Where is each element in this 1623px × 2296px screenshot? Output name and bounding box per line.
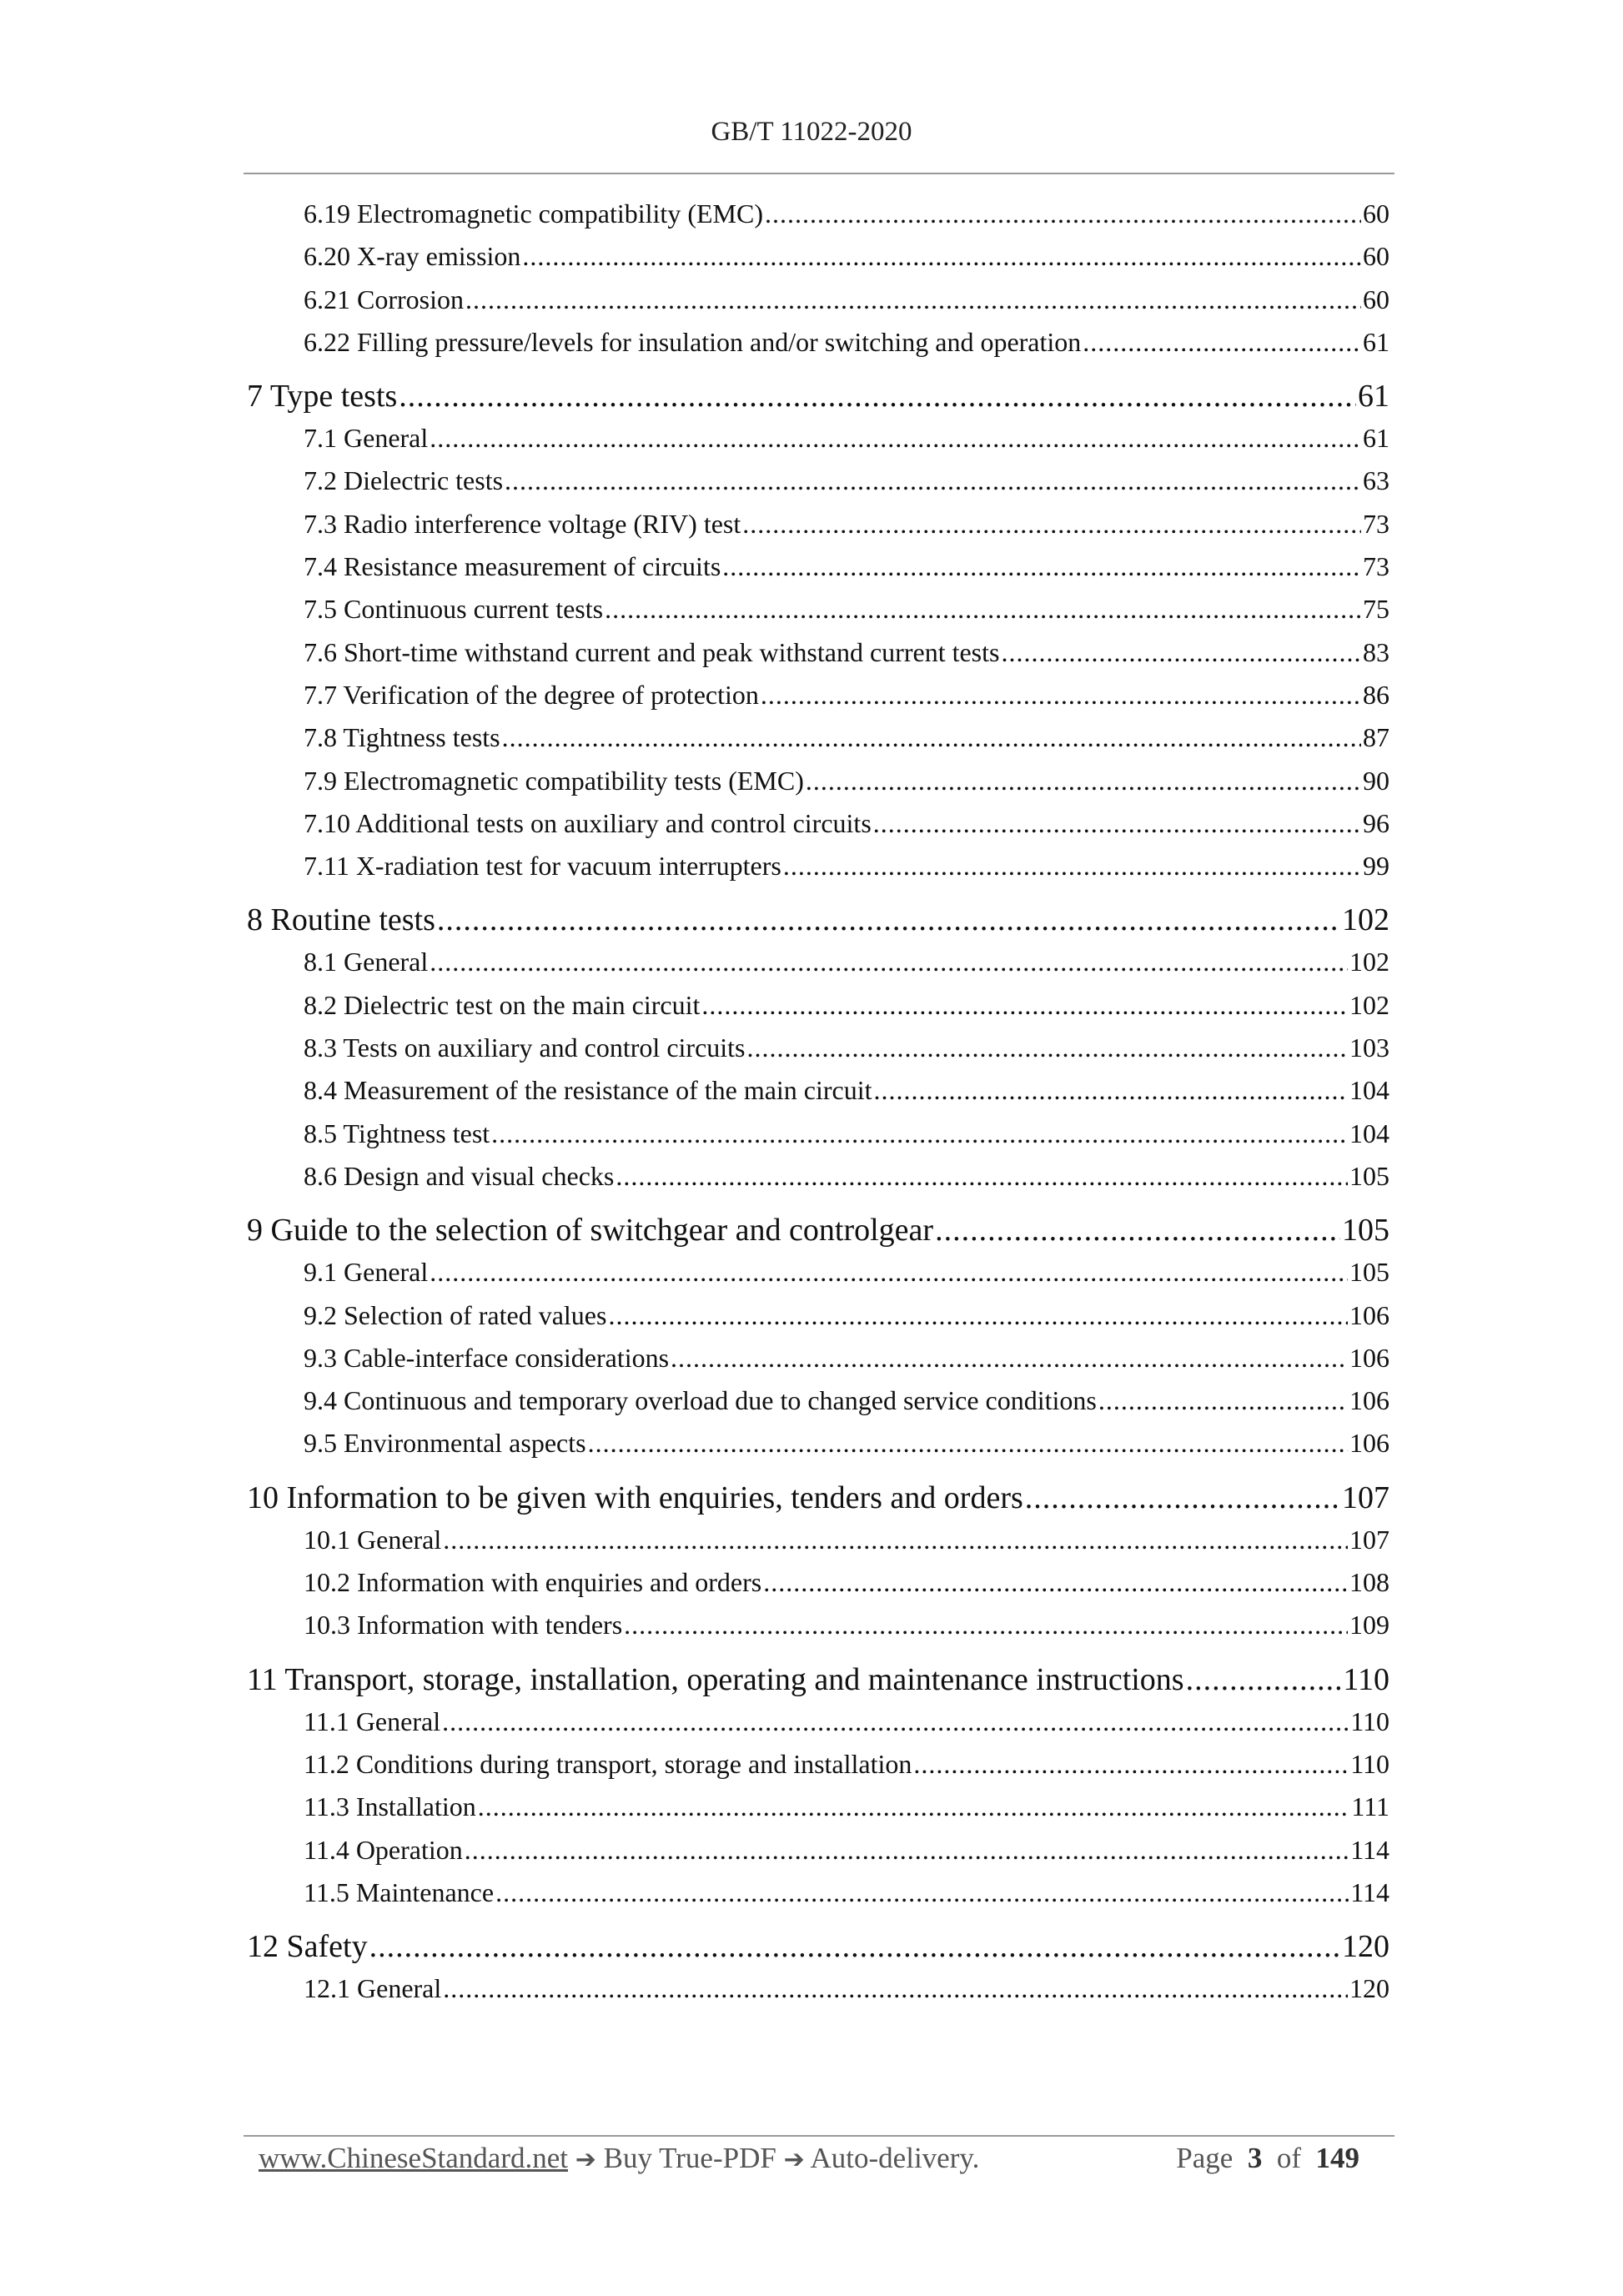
arrow-right-icon: ➔ (575, 2145, 596, 2174)
toc-entry-title: 10.1 General (304, 1524, 442, 1555)
dot-leader (443, 1973, 1348, 2004)
page-number (1176, 2142, 1359, 2175)
toc-entry-page: 110 (1350, 1706, 1389, 1736)
arrow-right-icon: ➔ (783, 2145, 805, 2174)
footer-divider (244, 2135, 1394, 2137)
toc-entry-page: 108 (1349, 1567, 1389, 1598)
toc-entry-title: 11.1 General (304, 1706, 441, 1736)
toc-entry-page: 120 (1349, 1973, 1389, 2004)
toc-entry-page: 110 (1350, 1748, 1389, 1779)
dot-leader (1098, 1385, 1348, 1416)
toc-entry-page: 83 (1363, 636, 1389, 667)
toc-entry-title: 11.2 Conditions during transport, storage and installation (304, 1748, 912, 1779)
toc-entry-title: 10.3 Information with tenders (304, 1610, 623, 1640)
toc-entry-title: 7.5 Continuous current tests (304, 594, 604, 625)
toc-entry-title: 7.11 X-radiation test for vacuum interrupters (304, 851, 781, 882)
dot-leader (430, 947, 1348, 977)
toc-entry-title: 6.22 Filling pressure/levels for insulation and/or switching and operation (304, 326, 1082, 357)
document-code-header: GB/T 11022-2020 (711, 117, 912, 147)
toc-entry-page: 102 (1349, 989, 1389, 1020)
toc-subsection-entry[interactable] (247, 1525, 1389, 1567)
toc-entry-page: 107 (1342, 1480, 1389, 1515)
toc-subsection-entry[interactable] (247, 1032, 1389, 1075)
toc-entry-page: 86 (1363, 679, 1389, 710)
auto-delivery-text: Auto-delivery. (810, 2142, 980, 2174)
dot-leader (1025, 1480, 1340, 1516)
dot-leader (1083, 327, 1361, 358)
toc-entry-title: 7.8 Tightness tests (304, 722, 500, 753)
toc-entry-title: 10 Information to be given with enquiries, tenders and orders (247, 1480, 1023, 1515)
toc-entry-page: 106 (1349, 1342, 1389, 1373)
dot-leader (437, 902, 1340, 938)
dot-leader (913, 1749, 1349, 1780)
dot-leader (935, 1212, 1340, 1248)
toc-entry-title: 8.4 Measurement of the resistance of the main circuit (304, 1075, 872, 1106)
toc-subsection-entry[interactable] (247, 766, 1389, 808)
page-footer (259, 2142, 1359, 2183)
toc-entry-page: 114 (1350, 1834, 1389, 1865)
toc-entry-title: 11 Transport, storage, installation, operating and maintenance instructions (247, 1661, 1184, 1697)
toc-subsection-entry[interactable] (247, 1706, 1389, 1749)
toc-section-entry[interactable] (247, 369, 1389, 423)
toc-entry-page: 73 (1363, 508, 1389, 539)
buy-pdf-link[interactable]: Buy True-PDF (603, 2142, 776, 2174)
dot-leader (1001, 637, 1361, 668)
toc-entry-page: 102 (1342, 902, 1389, 938)
toc-entry-page: 90 (1363, 765, 1389, 796)
toc-section-entry[interactable] (247, 1471, 1389, 1525)
toc-subsection-entry[interactable] (247, 1118, 1389, 1161)
toc-entry-title: 9.4 Continuous and temporary overload due to changed service conditions (304, 1385, 1097, 1416)
toc-entry-page: 106 (1349, 1385, 1389, 1416)
toc-subsection-entry[interactable] (247, 637, 1389, 680)
toc-entry-page: 105 (1349, 1257, 1389, 1288)
dot-leader (465, 1835, 1349, 1866)
dot-leader (505, 465, 1361, 496)
toc-subsection-entry[interactable] (247, 509, 1389, 551)
toc-subsection-entry[interactable] (247, 808, 1389, 851)
current-page: 3 (1247, 2142, 1263, 2174)
toc-subsection-entry[interactable] (247, 680, 1389, 722)
dot-leader (443, 1525, 1348, 1555)
dot-leader (588, 1428, 1348, 1459)
toc-entry-title: 11.3 Installation (304, 1791, 476, 1822)
toc-section-entry[interactable] (247, 1203, 1389, 1257)
toc-subsection-entry[interactable] (247, 1973, 1389, 2016)
toc-entry-page: 75 (1363, 594, 1389, 625)
toc-subsection-entry[interactable] (247, 1610, 1389, 1652)
toc-entry-title: 7.3 Radio interference voltage (RIV) test (304, 508, 741, 539)
dot-leader (763, 1567, 1348, 1598)
toc-entry-page: 99 (1363, 851, 1389, 882)
toc-entry-page: 107 (1349, 1524, 1389, 1555)
toc-subsection-entry[interactable] (247, 327, 1389, 369)
toc-subsection-entry[interactable] (247, 1075, 1389, 1118)
toc-entry-page: 73 (1363, 551, 1389, 582)
toc-entry-page: 120 (1342, 1929, 1389, 1965)
toc-entry-page: 109 (1349, 1610, 1389, 1640)
dot-leader (605, 594, 1361, 625)
toc-entry-page: 61 (1363, 423, 1389, 454)
toc-entry-page: 104 (1349, 1075, 1389, 1106)
dot-leader (491, 1118, 1348, 1149)
dot-leader (874, 1075, 1348, 1106)
toc-entry-title: 9 Guide to the selection of switchgear and controlgear (247, 1213, 934, 1248)
dot-leader (742, 509, 1361, 540)
dot-leader (430, 1257, 1348, 1288)
toc-entry-title: 8.2 Dielectric test on the main circuit (304, 989, 701, 1020)
toc-entry-title: 8.6 Design and visual checks (304, 1160, 615, 1191)
dot-leader (783, 851, 1361, 882)
website-link[interactable]: www.ChineseStandard.net (259, 2142, 568, 2174)
toc-subsection-entry[interactable] (247, 1877, 1389, 1920)
toc-subsection-entry[interactable] (247, 1749, 1389, 1791)
table-of-contents (247, 198, 1389, 2016)
toc-entry-title: 8.1 General (304, 947, 429, 977)
toc-entry-title: 7.4 Resistance measurement of circuits (304, 551, 721, 582)
toc-entry-page: 105 (1342, 1213, 1389, 1248)
toc-entry-title: 9.2 Selection of rated values (304, 1299, 607, 1330)
toc-entry-title: 9.5 Environmental aspects (304, 1428, 586, 1459)
toc-entry-page: 102 (1349, 947, 1389, 977)
page-word: Page (1176, 2142, 1234, 2174)
toc-subsection-entry[interactable] (247, 990, 1389, 1032)
toc-entry-page: 104 (1349, 1118, 1389, 1148)
dot-leader (495, 1877, 1349, 1908)
toc-entry-title: 10.2 Information with enquiries and orders (304, 1567, 762, 1598)
of-word: of (1276, 2142, 1301, 2174)
dot-leader (465, 284, 1361, 315)
dot-leader (478, 1791, 1350, 1822)
toc-entry-page: 114 (1350, 1876, 1389, 1907)
toc-subsection-entry[interactable] (247, 722, 1389, 765)
toc-subsection-entry[interactable] (247, 1567, 1389, 1610)
dot-leader (369, 1928, 1340, 1965)
toc-entry-page: 63 (1363, 465, 1389, 496)
toc-entry-title: 9.1 General (304, 1257, 429, 1288)
total-pages: 149 (1315, 2142, 1359, 2174)
toc-subsection-entry[interactable] (247, 551, 1389, 594)
dot-leader (522, 241, 1361, 272)
dot-leader (722, 551, 1361, 582)
toc-entry-title: 7 Type tests (247, 379, 398, 414)
toc-section-entry[interactable] (247, 1653, 1389, 1706)
toc-entry-title: 7.9 Electromagnetic compatibility tests (EMC) (304, 765, 804, 796)
toc-subsection-entry[interactable] (247, 465, 1389, 508)
toc-subsection-entry[interactable] (247, 423, 1389, 465)
toc-entry-page: 110 (1343, 1661, 1389, 1697)
toc-entry-title: 6.19 Electromagnetic compatibility (EMC) (304, 198, 763, 229)
dot-leader (671, 1343, 1348, 1374)
toc-entry-title: 7.2 Dielectric tests (304, 465, 504, 496)
header-divider (244, 173, 1394, 174)
toc-entry-page: 111 (1351, 1791, 1389, 1822)
toc-entry-title: 11.5 Maintenance (304, 1876, 495, 1907)
dot-leader (873, 808, 1361, 839)
toc-section-entry[interactable] (247, 1920, 1389, 1973)
toc-entry-page: 60 (1363, 284, 1389, 314)
dot-leader (430, 423, 1361, 454)
toc-subsection-entry[interactable] (247, 1428, 1389, 1470)
toc-subsection-entry[interactable] (247, 1835, 1389, 1877)
dot-leader (761, 680, 1361, 711)
toc-entry-page: 61 (1363, 326, 1389, 357)
dot-leader (399, 378, 1356, 414)
toc-subsection-entry[interactable] (247, 947, 1389, 989)
toc-entry-page: 106 (1349, 1299, 1389, 1330)
toc-entry-title: 12 Safety (247, 1929, 368, 1965)
toc-entry-title: 7.10 Additional tests on auxiliary and control circuits (304, 807, 872, 838)
toc-entry-page: 87 (1363, 722, 1389, 753)
toc-section-entry[interactable] (247, 893, 1389, 947)
toc-entry-title: 12.1 General (304, 1973, 442, 2004)
toc-subsection-entry[interactable] (247, 284, 1389, 327)
toc-subsection-entry[interactable] (247, 1385, 1389, 1428)
dot-leader (1186, 1661, 1342, 1698)
toc-subsection-entry[interactable] (247, 1161, 1389, 1203)
toc-entry-title: 6.21 Corrosion (304, 284, 464, 314)
dot-leader (765, 198, 1361, 229)
dot-leader (442, 1706, 1349, 1737)
toc-entry-page: 106 (1349, 1428, 1389, 1459)
toc-entry-page: 61 (1358, 379, 1389, 414)
dot-leader (747, 1032, 1349, 1063)
toc-subsection-entry[interactable] (247, 851, 1389, 893)
toc-entry-page: 96 (1363, 807, 1389, 838)
toc-entry-page: 60 (1363, 241, 1389, 272)
toc-entry-title: 8.5 Tightness test (304, 1118, 490, 1148)
dot-leader (502, 722, 1361, 753)
toc-subsection-entry[interactable] (247, 1257, 1389, 1299)
toc-subsection-entry[interactable] (247, 198, 1389, 241)
toc-entry-title: 7.6 Short-time withstand current and peak withstand current tests (304, 636, 1000, 667)
toc-subsection-entry[interactable] (247, 594, 1389, 636)
toc-entry-title: 8.3 Tests on auxiliary and control circuits (304, 1032, 746, 1063)
toc-subsection-entry[interactable] (247, 1343, 1389, 1385)
toc-entry-page: 105 (1349, 1160, 1389, 1191)
toc-entry-page: 103 (1349, 1032, 1389, 1063)
toc-entry-title: 11.4 Operation (304, 1834, 463, 1865)
toc-entry-title: 7.1 General (304, 423, 429, 454)
dot-leader (624, 1610, 1348, 1640)
footer-promo (259, 2142, 979, 2175)
toc-entry-title: 9.3 Cable-interface considerations (304, 1342, 670, 1373)
toc-subsection-entry[interactable] (247, 1791, 1389, 1834)
toc-entry-title: 8 Routine tests (247, 902, 435, 938)
toc-entry-page: 60 (1363, 198, 1389, 229)
dot-leader (608, 1300, 1348, 1331)
dot-leader (701, 990, 1348, 1021)
toc-subsection-entry[interactable] (247, 241, 1389, 284)
dot-leader (616, 1161, 1348, 1192)
toc-subsection-entry[interactable] (247, 1300, 1389, 1343)
toc-entry-title: 7.7 Verification of the degree of protection (304, 679, 759, 710)
dot-leader (806, 766, 1361, 796)
toc-entry-title: 6.20 X-ray emission (304, 241, 521, 272)
